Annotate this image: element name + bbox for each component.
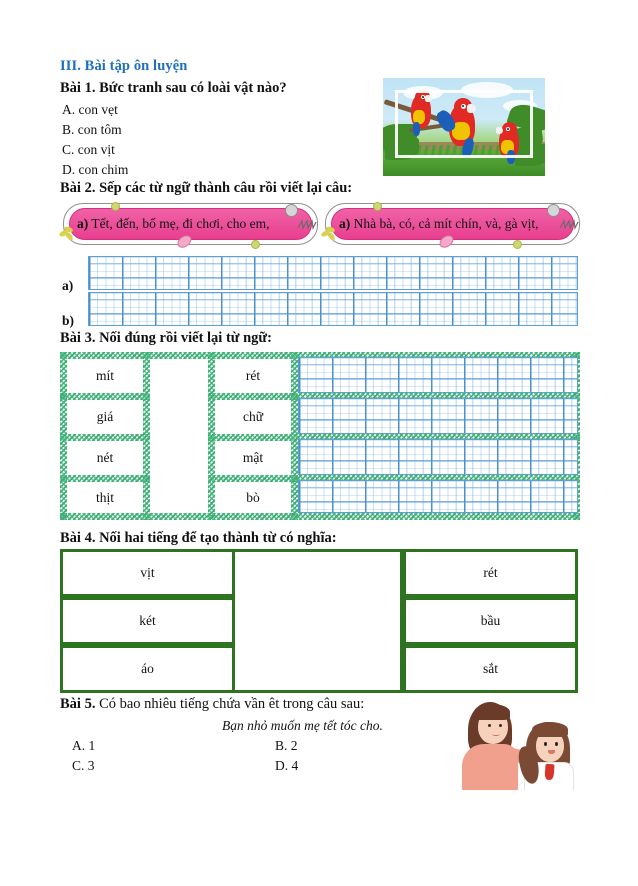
bai5-sentence: Bạn nhỏ muốn mẹ tết tóc cho. (222, 718, 383, 733)
bai5-title-bold: Bài 5. (60, 696, 96, 712)
scribble-ornament (297, 219, 317, 231)
bai2-banner-1-label: a) (77, 216, 89, 231)
bai1-option-b[interactable]: B. con tôm (62, 122, 122, 137)
bai2-banner-2-label: a) (339, 216, 351, 231)
bai1-option-c[interactable]: C. con vịt (62, 142, 115, 157)
section-heading: III. Bài tập ôn luyện (60, 58, 188, 74)
scribble-ornament (559, 219, 579, 231)
bai3-writing-grid-1[interactable] (298, 357, 578, 393)
bai3-left-word-4[interactable]: thịt (67, 482, 143, 513)
bai5-option-d[interactable]: D. 4 (275, 758, 299, 773)
bai3-middle-word-2[interactable]: chữ (215, 400, 291, 434)
mother-fringe (474, 704, 510, 720)
bai4-right-word-3[interactable]: sắt (403, 645, 578, 693)
bai2-banner-2-text: Nhà bà, có, cả mít chín, và, gà vịt, (353, 216, 539, 231)
bai3-middle-word-4[interactable]: bò (215, 482, 291, 513)
bai5-title-rest: Có bao nhiêu tiếng chứa vần êt trong câu sau: (95, 696, 365, 712)
bai4-left-word-1[interactable]: vịt (60, 549, 235, 597)
bai1-option-d[interactable]: D. con chim (62, 162, 129, 177)
bai2-writing-grid-b[interactable] (88, 292, 578, 326)
bai2-answer-label-b: b) (62, 313, 75, 328)
bai3-title: Bài 3. Nối đúng rồi viết lại từ ngữ: (60, 330, 272, 346)
parrots-picture (383, 78, 545, 176)
bai2-banner-1 (63, 203, 318, 245)
daughter-fringe (532, 722, 568, 737)
bai2-banner-2 (325, 203, 580, 245)
bai5-title (60, 696, 364, 713)
bai3-middle-word-3[interactable]: mật (215, 441, 291, 475)
mother-daughter-picture (462, 702, 588, 790)
bai5-option-c[interactable]: C. 3 (72, 758, 95, 773)
bai3-left-word-2[interactable]: giá (67, 400, 143, 434)
bai3-middle-word-1[interactable]: rét (215, 359, 291, 393)
bai4-right-word-2[interactable]: bầu (403, 597, 578, 645)
bai3-writing-grid-4[interactable] (298, 480, 578, 513)
bai4-left-word-2[interactable]: két (60, 597, 235, 645)
bai2-writing-grid-a[interactable] (88, 256, 578, 290)
bai2-answer-label-a: a) (62, 278, 74, 293)
bai1-title: Bài 1. Bức tranh sau có loài vật nào? (60, 80, 287, 96)
picture-frame-overlay (395, 90, 533, 158)
bai3-writing-grid-2[interactable] (298, 398, 578, 434)
bai4-title: Bài 4. Nối hai tiếng để tạo thành từ có nghĩa: (60, 530, 337, 546)
bai2-banner-1-text: Tết, đến, bố mẹ, đi chơi, cho em, (91, 216, 270, 231)
bai3-link-area[interactable] (150, 359, 208, 513)
bai1-option-a[interactable]: A. con vẹt (62, 102, 118, 117)
bai3-left-word-3[interactable]: nét (67, 441, 143, 475)
bai4-left-word-3[interactable]: áo (60, 645, 235, 693)
bai4-right-word-1[interactable]: rét (403, 549, 578, 597)
bai4-link-area[interactable] (235, 549, 403, 693)
bai2-title: Bài 2. Sếp các từ ngữ thành câu rồi viết lại câu: (60, 180, 353, 196)
bai5-option-b[interactable]: B. 2 (275, 738, 298, 753)
bai5-option-a[interactable]: A. 1 (72, 738, 96, 753)
bai3-left-word-1[interactable]: mít (67, 359, 143, 393)
bai3-writing-grid-3[interactable] (298, 439, 578, 475)
